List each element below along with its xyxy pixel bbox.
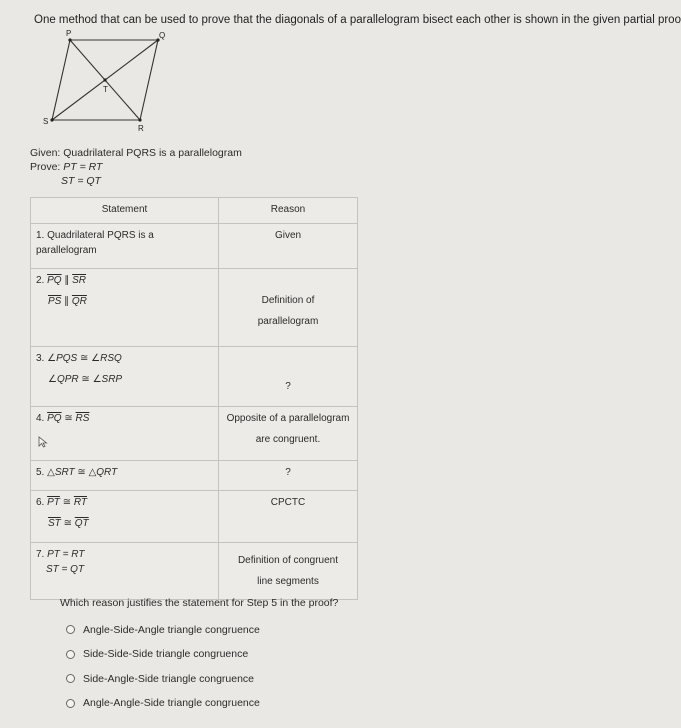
prove-label: Prove: bbox=[30, 161, 61, 173]
table-header-row bbox=[31, 198, 358, 224]
label-q: Q bbox=[159, 31, 166, 40]
prove-statement-2: ST = QT bbox=[61, 175, 101, 187]
statement-header: Statement bbox=[31, 198, 219, 224]
label-t: T bbox=[103, 85, 108, 94]
option-label: Angle-Angle-Side triangle congruence bbox=[83, 697, 260, 709]
parallelogram-diagram bbox=[30, 28, 170, 140]
table-row bbox=[31, 491, 358, 543]
statement-2a: 2. PQ ∥ SR bbox=[36, 275, 87, 286]
statement-4: 4. PQ ≅ RS bbox=[36, 413, 90, 424]
option-sas[interactable] bbox=[66, 673, 260, 684]
question-text: One method that can be used to prove that the diagonals of a parallelogram bisect each other is shown in the given partial proo bbox=[34, 14, 681, 26]
table-row bbox=[31, 347, 358, 407]
option-label: Side-Angle-Side triangle congruence bbox=[83, 672, 255, 685]
statement-2b: PS ∥ QR bbox=[48, 296, 87, 307]
statement-3b: ∠QPR ≅ ∠SRP bbox=[48, 374, 123, 385]
table-row bbox=[31, 269, 358, 347]
table-row bbox=[31, 461, 358, 491]
reason-7a: Definition of congruent bbox=[237, 555, 339, 566]
statement-3a: 3. ∠PQS ≅ ∠RSQ bbox=[36, 353, 122, 364]
table-row bbox=[31, 407, 358, 461]
table-row bbox=[31, 224, 358, 269]
label-p: P bbox=[66, 29, 72, 38]
option-sss[interactable] bbox=[66, 649, 260, 660]
reason-4b: are congruent. bbox=[255, 434, 321, 445]
reason-2a: Definition of bbox=[261, 295, 315, 306]
reason-3: ? bbox=[285, 381, 291, 392]
mouse-cursor-icon bbox=[38, 436, 48, 451]
proof-table bbox=[30, 197, 358, 600]
option-label: Side-Side-Side triangle congruence bbox=[83, 648, 249, 660]
reason-5: ? bbox=[285, 467, 291, 478]
reason-2b: parallelogram bbox=[257, 316, 319, 327]
statement-1: 1. Quadrilateral PQRS is a parallelogram bbox=[36, 230, 154, 256]
reason-4a: Opposite of a parallelogram bbox=[226, 413, 350, 424]
reason-6: CPCTC bbox=[270, 497, 306, 508]
statement-7a: 7. PT = RT bbox=[36, 549, 85, 560]
label-r: R bbox=[138, 124, 144, 133]
prove-statement-1: PT = RT bbox=[63, 161, 103, 173]
prove-line-1 bbox=[30, 160, 242, 174]
given-line: Given: Quadrilateral PQRS is a parallelogram bbox=[30, 147, 242, 159]
option-label: Angle-Side-Angle triangle congruence bbox=[83, 623, 260, 636]
given-prove-block bbox=[30, 146, 242, 188]
table-row bbox=[31, 543, 358, 600]
option-aas[interactable] bbox=[66, 698, 260, 709]
statement-6a: 6. PT ≅ RT bbox=[36, 497, 88, 508]
radio-button[interactable] bbox=[66, 625, 75, 634]
radio-button[interactable] bbox=[66, 699, 75, 708]
statement-5: 5. △SRT ≅ △QRT bbox=[36, 467, 118, 478]
reason-1: Given bbox=[274, 230, 302, 241]
option-asa[interactable] bbox=[66, 624, 260, 635]
answer-options bbox=[66, 624, 260, 722]
statement-6b: ST ≅ QT bbox=[48, 518, 89, 529]
reason-7b: line segments bbox=[257, 576, 319, 587]
question-prompt: Which reason justifies the statement for Step 5 in the proof? bbox=[60, 597, 339, 609]
reason-header: Reason bbox=[219, 198, 358, 224]
statement-7b: ST = QT bbox=[46, 564, 85, 575]
label-s: S bbox=[43, 117, 49, 126]
radio-button[interactable] bbox=[66, 650, 75, 659]
radio-button[interactable] bbox=[66, 674, 75, 683]
